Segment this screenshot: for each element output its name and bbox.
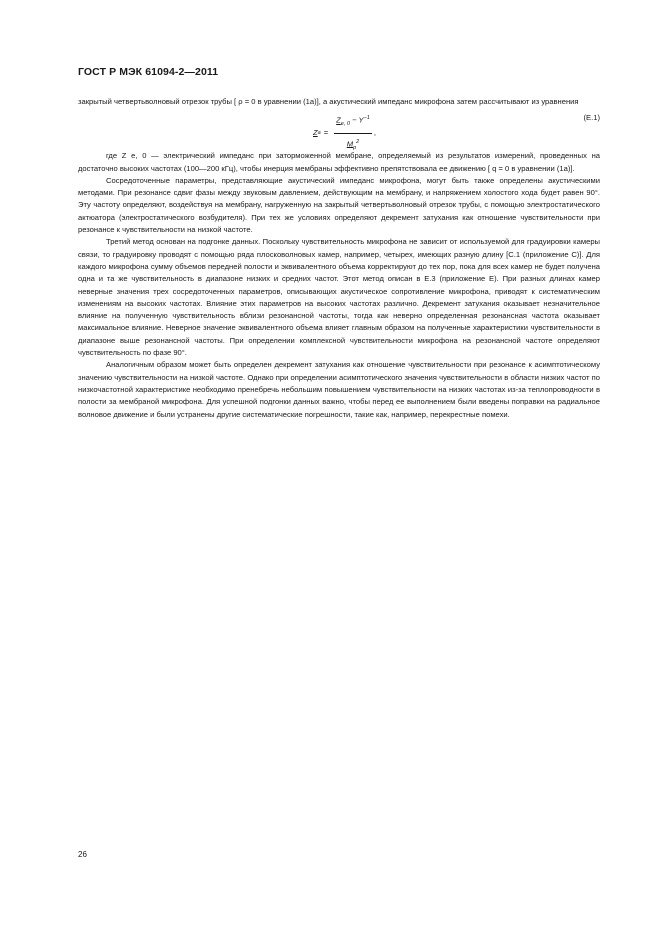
- numerator-subscript: e, 0: [340, 121, 350, 128]
- document-header: ГОСТ Р МЭК 61094-2—2011: [78, 66, 219, 78]
- formula-denominator: [347, 134, 359, 154]
- formula-expression: [313, 112, 376, 154]
- paragraph-2: где Z e, 0 — электрический импеданс при заторможенной мембране, определяемый из результатов измерений, проведенных на достаточно высоких частотах (100—200 кГц), чтобы инерция мембраны эффективно препятствовала ее движению [ q = 0 в уравнении (1a)].: [78, 151, 600, 173]
- equals-sign: =: [323, 127, 329, 137]
- denominator-exponent: 2: [356, 138, 360, 145]
- paragraph-3: Сосредоточенные параметры, представляющие акустический импеданс микрофона, могут быть также определены акустическими методами. При резонансе сдвиг фазы между звуковым давлением, действующим на мембрану, и напряжением холостого хода будет равен 90°. Эту частоту определяют, воздействуя на мембрану, нагруженную на закрытый четвертьволновый отрезок трубы, с помощью электростатического актюатора (электростатического возбудителя). При тех же условиях определяют декремент затухания как отношение чувствительности при резонансе к чувствительности на низкой частоте.: [78, 175, 600, 235]
- paragraph-4: Третий метод основан на подгонке данных. Поскольку чувствительность микрофона не зависит от используемой для градуировки камеры связи, то градуировку проводят с помощью ряда плосковолновых камер, например, четырех, имеющих разную длину [C.1 (приложение C)]. Для каждого микрофона сумму объемов передней полости и эквивалентного объема корректируют до тех пор, пока для всех камер не будет получена одна и та же чувствительность в диапазоне низких и средних частот. Этот метод описан в E.3 (приложение E). При разных длинах камер неверные значения трех сосредоточенных параметров, описывающих акустическое сопротивление микрофона, приводят к систематическим изменениям на высоких частотах. Влияние этих параметров на высоких частотах различно. Декремент затухания оказывает незначительное влияние на полученную чувствительность вблизи резонансной частоты, тогда как неверно определенная резонансная частота оказывает максимальное влияние. Неверное значение эквивалентного объема влияет главным образом на полученные характеристики чувствительности в диапазоне выше резонансной частоты. При определении комплексной чувствительности микрофона на резонансной частоте определяют чувствительность по фазе 90°.: [78, 237, 600, 358]
- page-number: 26: [78, 850, 87, 859]
- formula-e1: [78, 110, 600, 151]
- denominator-subscript: p: [353, 144, 357, 151]
- numerator-z: Z: [336, 115, 341, 125]
- formula-number: (E.1): [583, 113, 600, 123]
- paragraph-1: закрытый четвертьволновый отрезок трубы [ ρ = 0 в уравнении (1a)], а акустический импеданс микрофона затем рассчитывают из уравнения: [78, 97, 579, 106]
- formula-lhs-subscript: a: [317, 129, 321, 136]
- numerator-exponent: −1: [363, 115, 370, 122]
- paragraph-5: Аналогичным образом может быть определен декремент затухания как отношение чувствительности при резонансе к асимптотическому значению чувствительности на низкой частоте. Однако при определении асимптотического значения чувствительности в области низких частот по низкочастотной характеристике необходимо пренебречь небольшим повышением чувствительности на низких частотах из-за теплопроводности в полости за мембраной микрофона. Для успешной подгонки данных важно, чтобы перед ее выполнением были введены поправки на радиальное волновое движение и были устранены другие систематические погрешности, такие как, например, перекрестные помехи.: [78, 360, 600, 419]
- denominator-m: M: [346, 139, 354, 149]
- formula-fraction: [334, 112, 372, 154]
- numerator-minus-y: − Y: [349, 115, 364, 125]
- formula-numerator: [334, 112, 372, 133]
- formula-comma: ,: [373, 127, 376, 137]
- document-body: [78, 96, 600, 421]
- formula-lhs: Z: [313, 127, 318, 137]
